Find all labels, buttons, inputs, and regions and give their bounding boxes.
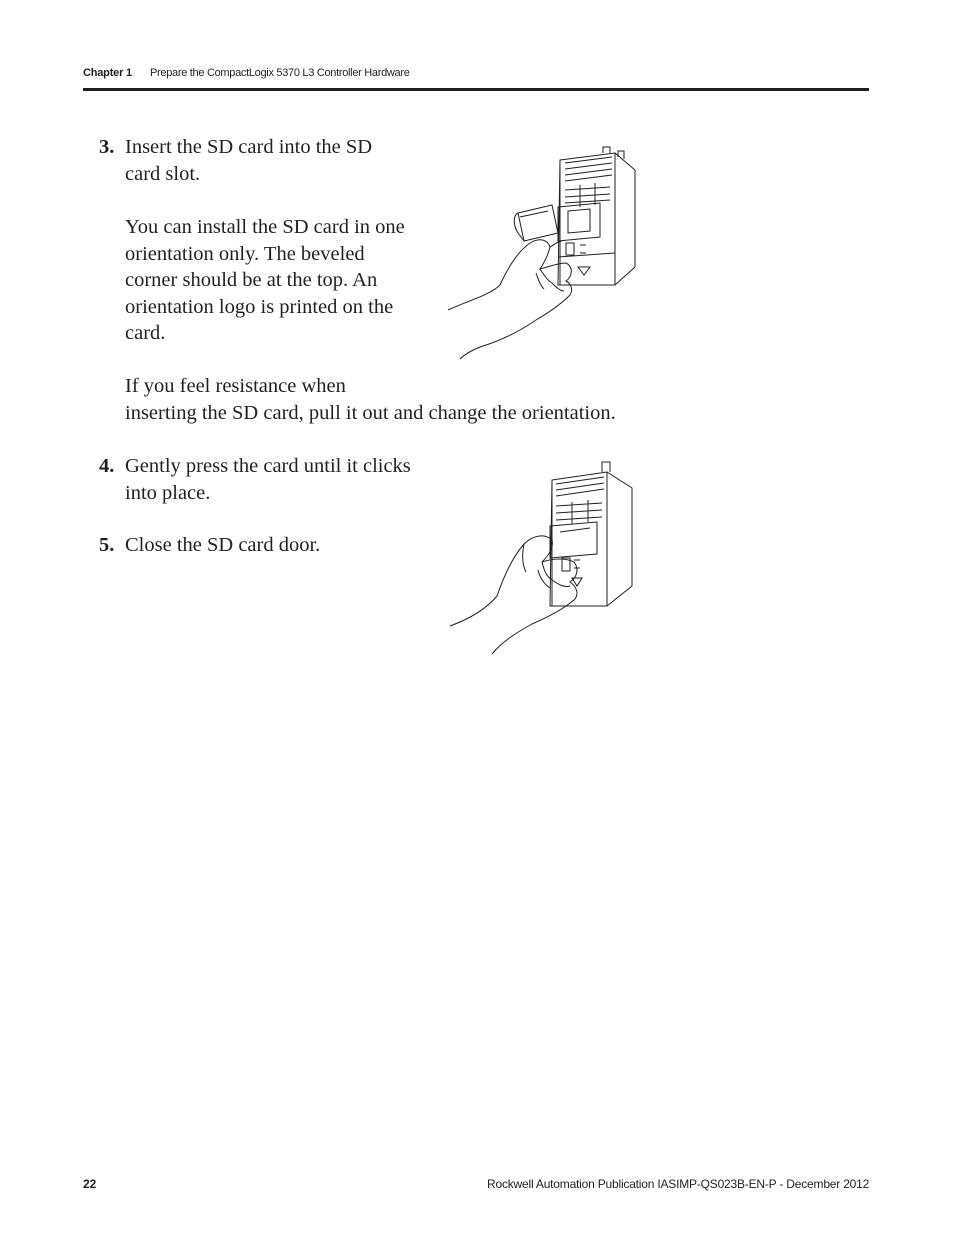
header-rule xyxy=(83,88,869,91)
step-3-para2-line-3: corner should be at the top. An xyxy=(125,269,378,291)
step-5-number: 5. xyxy=(99,534,115,556)
page-number: 22 xyxy=(83,1177,97,1191)
step-3-para2-line-2: orientation only. The beveled xyxy=(125,242,365,265)
hand-inserting-sd-card-icon xyxy=(440,145,640,360)
step-4-line-2: into place. xyxy=(125,481,211,504)
publication-info: Rockwell Automation Publication IASIMP-QS023B-EN-P - December 2012 xyxy=(487,1177,870,1191)
step-3-para2-line-4: orientation logo is printed on the xyxy=(125,295,394,318)
step-3-para3-line-1: If you feel resistance when xyxy=(125,375,346,397)
step-3-number: 3. xyxy=(99,136,115,158)
step-5-line-1: Close the SD card door. xyxy=(125,534,321,556)
step-3-para2-line-1: You can install the SD card in one xyxy=(125,216,405,238)
step-3-line-1: Insert the SD card into the SD xyxy=(125,136,373,158)
hand-pressing-sd-card-icon xyxy=(442,458,642,656)
step-4-line-1: Gently press the card until it clicks xyxy=(125,455,411,477)
step-4-number: 4. xyxy=(99,455,115,477)
step-3-line-2: card slot. xyxy=(125,162,201,185)
header-chapter: Chapter 1 xyxy=(83,67,132,79)
header-title: Prepare the CompactLogix 5370 L3 Controller Hardware xyxy=(150,67,410,79)
step-3-para3-line-2: inserting the SD card, pull it out and change the orientation. xyxy=(125,401,616,424)
step-3-para2-line-5: card. xyxy=(125,322,166,344)
